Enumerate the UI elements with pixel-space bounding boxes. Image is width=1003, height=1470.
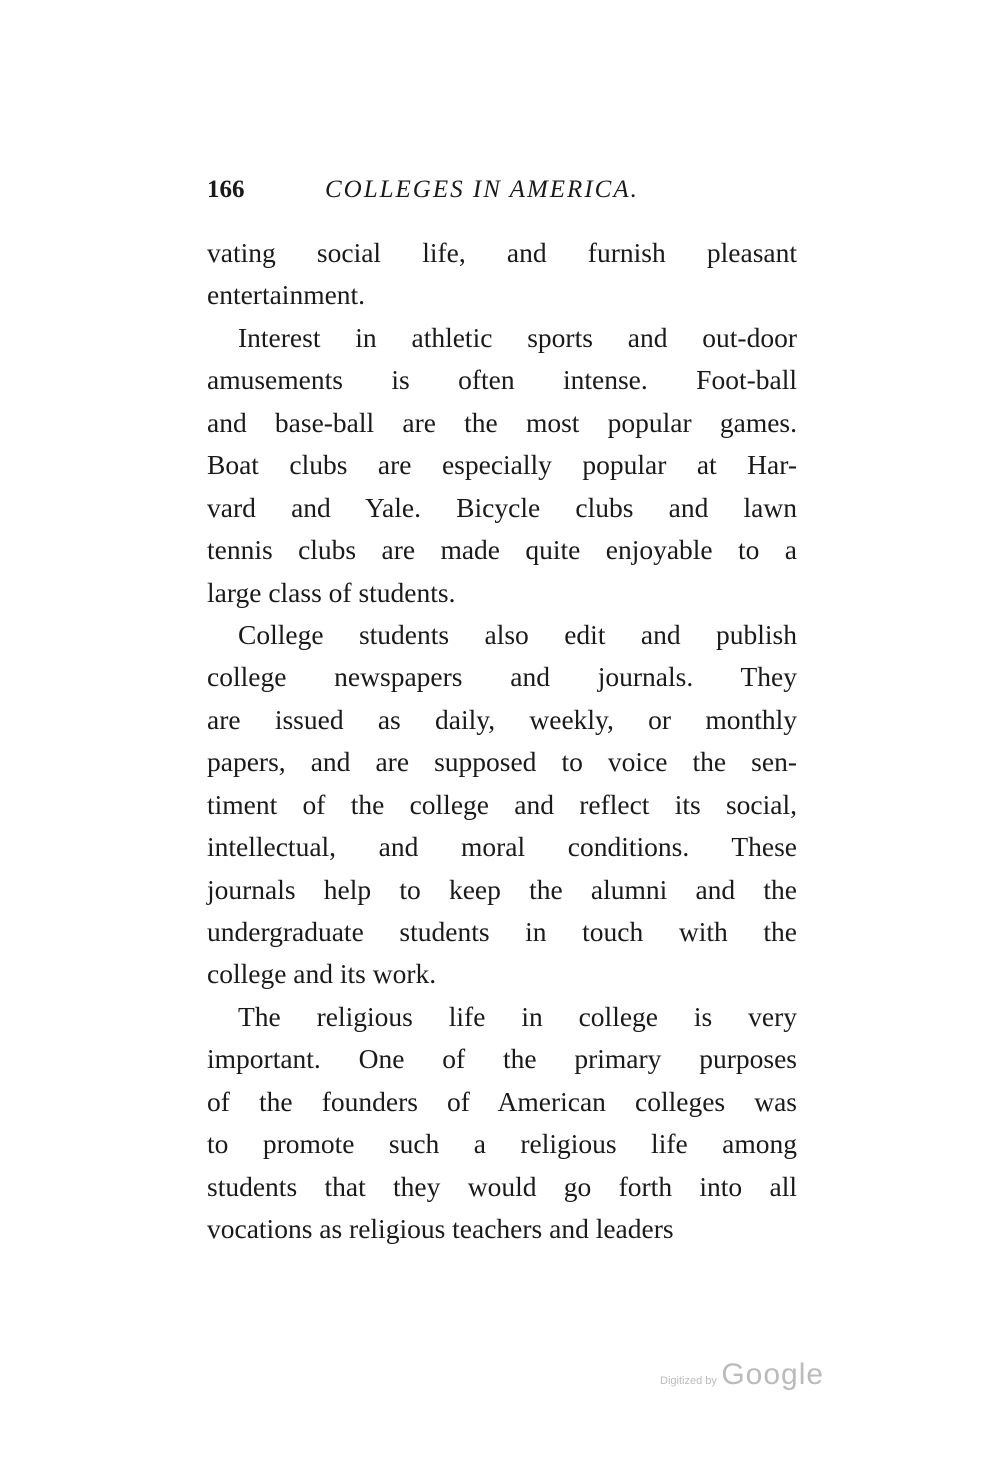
watermark-brand: Google [721,1358,825,1391]
text-line: tennis clubs are made quite enjoyable to a [207,534,797,566]
text-line: and base-ball are the most popular games. [207,406,797,438]
text-line: College students also edit and publish [238,618,797,650]
text-line: The religious life in college is very [238,1000,797,1032]
text-line: amusements is often intense. Foot-ball [207,364,797,396]
text-line: timent of the college and reflect its social, [207,788,797,820]
text-line: large class of students. [207,576,456,608]
text-line: are issued as daily, weekly, or monthly [207,703,797,735]
text-line: vard and Yale. Bicycle clubs and lawn [207,491,797,523]
text-line: journals help to keep the alumni and the [207,873,797,905]
text-line: intellectual, and moral conditions. These [207,831,797,863]
text-line: Boat clubs are especially popular at Har- [207,449,797,481]
text-line: important. One of the primary purposes [207,1043,797,1075]
running-title: COLLEGES IN AMERICA. [325,176,639,203]
digitized-by-google-watermark [660,1358,824,1392]
running-header [207,176,807,216]
text-line: papers, and are supposed to voice the sen- [207,746,797,778]
text-line: entertainment. [207,279,366,311]
text-line: college newspapers and journals. They [207,661,797,693]
text-line: Interest in athletic sports and out-door [238,321,797,353]
text-line: of the founders of American colleges was [207,1085,797,1117]
text-line: to promote such a religious life among [207,1128,797,1160]
watermark-prefix: Digitized by [660,1375,717,1387]
text-line: vocations as religious teachers and leaders [207,1213,674,1245]
text-line: students that they would go forth into all [207,1170,797,1202]
text-line: vating social life, and furnish pleasant [207,237,797,268]
text-line: undergraduate students in touch with the [207,916,797,947]
page-number: 166 [207,176,245,203]
page-body [207,232,797,1251]
text-line: college and its work. [207,958,437,990]
